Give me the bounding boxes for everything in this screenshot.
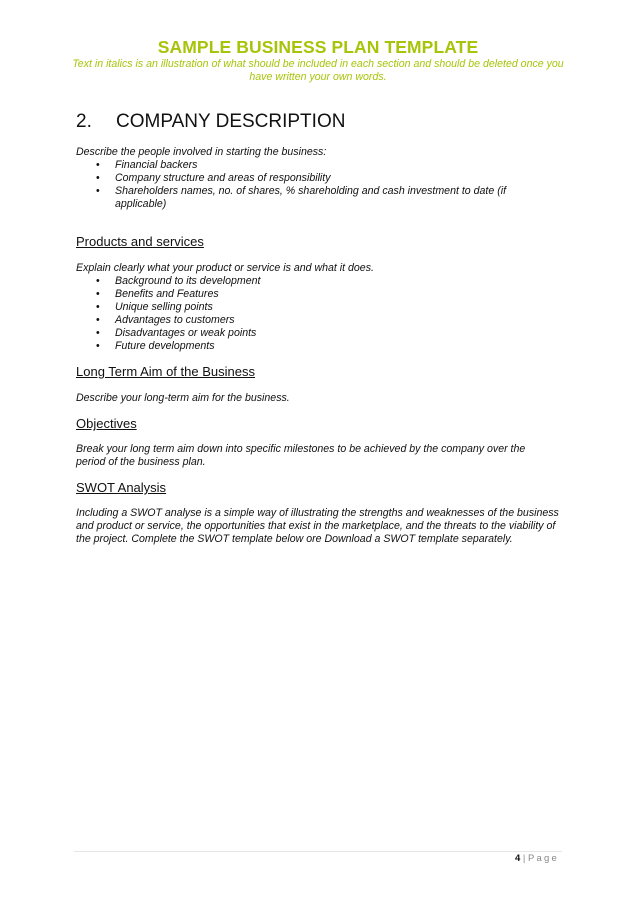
products-heading: Products and services xyxy=(76,234,204,249)
page-number: 4 xyxy=(514,853,521,864)
list-item: • Advantages to customers xyxy=(96,313,235,326)
bullet-icon: • xyxy=(96,275,100,287)
page-label: Page xyxy=(528,853,559,864)
bullet-icon: • xyxy=(96,287,100,300)
objectives-text: Break your long term aim down into specific milestones to be achieved by the company over the period of the business plan. xyxy=(76,443,526,468)
list-item: • Shareholders names, no. of shares, % shareholding and cash investment to date (if applicable) xyxy=(96,184,507,210)
people-list xyxy=(76,159,555,211)
list-item: • Future developments xyxy=(96,339,215,352)
footer-separator: | xyxy=(520,853,528,864)
list-item: • Background to its development xyxy=(96,275,261,287)
long-term-text: Describe your long-term aim for the business. xyxy=(76,392,290,404)
section-number: 2. xyxy=(76,111,92,132)
swot-text: Including a SWOT analyse is a simple way of illustrating the strengths and weaknesses of the business and product or service, the opportunities that exist in the marketplace, and the threats to the viability of the project. Complete the SWOT template below ore Download a SWOT template separately. xyxy=(76,507,559,545)
bullet-icon: • xyxy=(96,184,100,197)
section-heading xyxy=(76,111,345,133)
document-subtitle: Text in italics is an illustration of what should be included in each section and should be deleted once you have written your own words. xyxy=(72,58,564,83)
products-list xyxy=(76,275,555,352)
bullet-icon: • xyxy=(96,171,100,184)
bullet-icon: • xyxy=(96,313,100,326)
list-item: • Company structure and areas of responsibility xyxy=(96,171,331,184)
list-item: • Disadvantages or weak points xyxy=(96,326,257,339)
document-title: SAMPLE BUSINESS PLAN TEMPLATE xyxy=(157,37,479,57)
bullet-icon: • xyxy=(96,159,100,171)
page-footer xyxy=(515,853,559,864)
list-item: • Benefits and Features xyxy=(96,287,219,300)
list-item: • Unique selling points xyxy=(96,300,213,313)
bullet-icon: • xyxy=(96,339,100,352)
people-intro: Describe the people involved in starting the business: xyxy=(76,146,327,158)
products-intro: Explain clearly what your product or service is and what it does. xyxy=(76,262,374,274)
long-term-heading: Long Term Aim of the Business xyxy=(76,364,255,379)
footer-divider xyxy=(74,851,562,852)
list-item: • Financial backers xyxy=(96,159,198,171)
bullet-icon: • xyxy=(96,326,100,339)
objectives-heading: Objectives xyxy=(76,416,137,431)
bullet-icon: • xyxy=(96,300,100,313)
swot-heading: SWOT Analysis xyxy=(76,480,167,495)
section-title: COMPANY DESCRIPTION xyxy=(116,111,346,132)
